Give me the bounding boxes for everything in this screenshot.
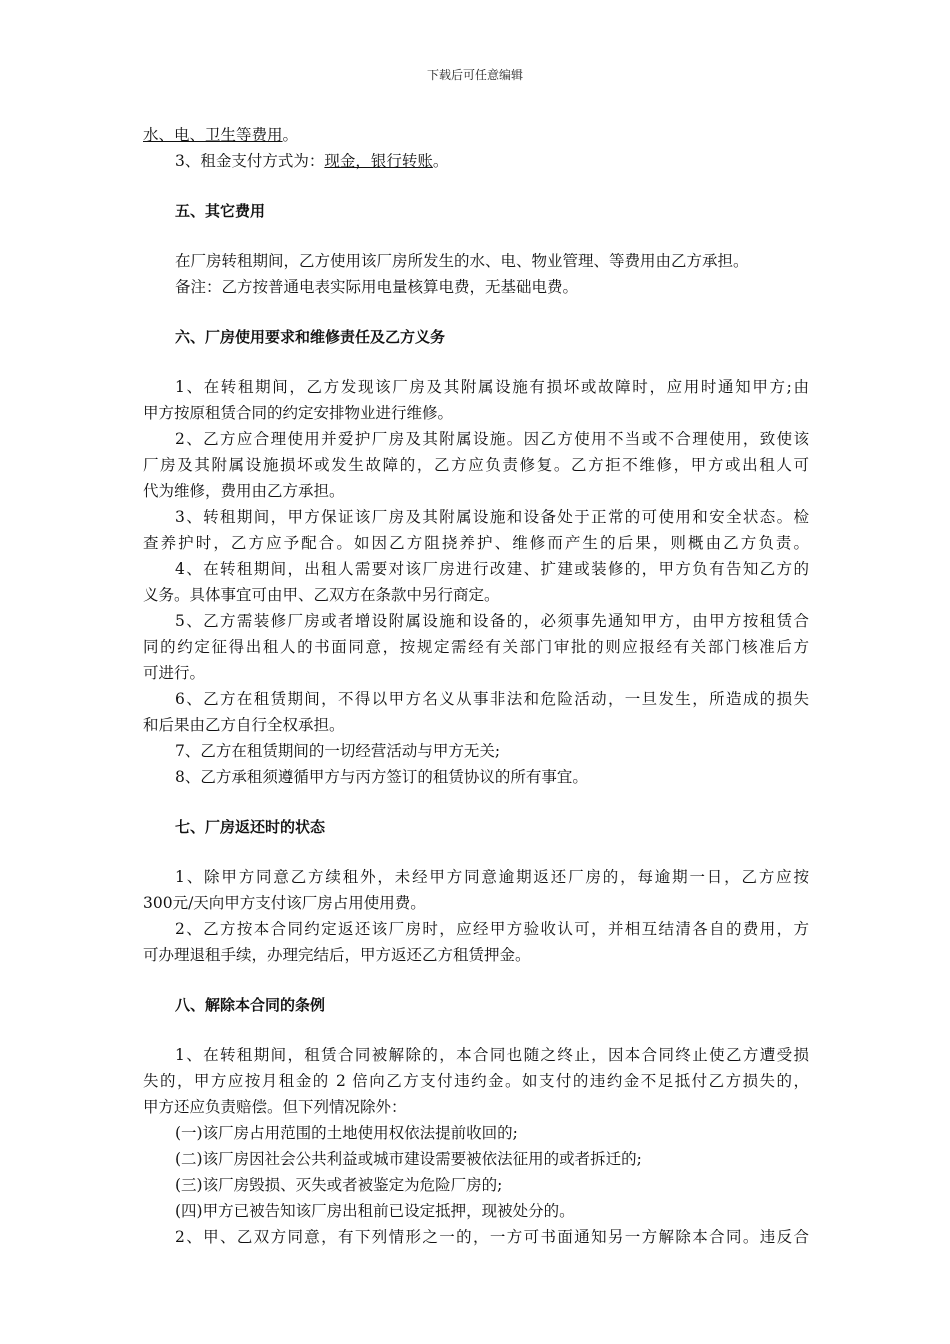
section-7-item-1: 1、除甲方同意乙方续租外，未经甲方同意逾期返还厂房的，每逾期一日，乙方应按 — [175, 868, 809, 886]
exception-4: (四)甲方已被告知该厂房出租前已设定抵押，现被处分的。 — [175, 1202, 575, 1220]
section-8-item-2: 2、甲、乙双方同意，有下列情形之一的，一方可书面通知另一方解除本合同。违反合 — [175, 1228, 809, 1246]
section-5-note: 备注：乙方按普通电表实际用电量核算电费，无基础电费。 — [175, 278, 579, 296]
section-8-item-1: 1、在转租期间，租赁合同被解除的，本合同也随之终止，因本合同终止使乙方遭受损 — [175, 1046, 809, 1064]
section-6-item-8: 8、乙方承租须遵循甲方与丙方签订的租赁协议的所有事宜。 — [175, 768, 588, 786]
section-5-para-1: 在厂房转租期间，乙方使用该厂房所发生的水、电、物业管理、等费用由乙方承担。 — [175, 252, 749, 270]
document-body: 水、电、卫生等费用。 3、租金支付方式为：现金，银行转账。 五、其它费用 在厂房转租期间，乙方使用该厂房所发生的水、电、物业管理、等费用由乙方承担。 备注：乙方按普通电表实际用电量核算电费，无基础电费。 六、厂房使用要求和维修责任及乙方义务 1、在转租期间，乙方发现该厂房及其附属设施有损坏或故障时，应用时通知甲方;由 甲方按原租赁合同的约定安排物业进行维修。 2、乙方应合理使用并爱护厂房及其附属设施。因乙方使用不当或不合理使用，致使该 厂房及其附属设施损坏或发生故障的，乙方应负责修复。乙方拒不维修，甲方或出租人可 代为维修，费用由乙方承担。 3、转租期间，甲方保证该厂房及其附属设施和设备处于正常的可使用和安全状态。检 查养护时，乙方应予配合。如因乙方阻挠养护、维修而产生的后果，则概由乙方负责。 4、在转租期间，出租人需要对该厂房进行改建、扩建或装修的，甲方负有告知乙方的 义务。具体事宜可由甲、乙双方在条款中另行商定。 5、乙方需装修厂房或者增设附属设施和设备的，必须事先通知甲方，由甲方按租赁合 同的约定征得出租人的书面同意，按规定需经有关部门审批的则应报经有关部门核准后方 可进行。 6、乙方在租赁期间，不得以甲方名义从事非法和危险活动，一旦发生，所造成的损失 和后果由乙方自行全权承担。 7、乙方在租赁期间的一切经营活动与甲方无关; 8、乙方承租须遵循甲方与丙方签订的租赁协议的所有事宜。 七、厂房返还时的状态 1、除甲方同意乙方续租外，未经甲方同意逾期返还厂房的，每逾期一日，乙方应按 300元/天向甲方支付该厂房占用使用费。 2、乙方按本合同约定返还该厂房时，应经甲方验收认可，并相互结清各自的费用，方 可办理退租手续，办理完结后，甲方返还乙方租赁押金。 八、解除本合同的条例 1、在转租期间，租赁合同被解除的，本合同也随之终止，因本合同终止使乙方遭受损 失的，甲方应按月租金的 2 倍向乙方支付违约金。如支付的违约金不足抵付乙方损失的， 甲方还应负责赔偿。但下列情况除外： (一)该厂房占用范围的土地使用权依法提前收回的; (二)该厂房因社会公共利益或城市建设需要被依法征用的或者拆迁的; (三)该厂房毁损、灭失或者被鉴定为危险厂房的; (四)甲方已被告知该厂房出租前已设定抵押，现被处分的。 2、甲、乙双方同意，有下列情形之一的，一方可书面通知另一方解除本合同。违反合 — [143, 122, 809, 1250]
section-4-continuation: 水、电、卫生等费用。 — [143, 126, 299, 144]
section-7-title: 七、厂房返还时的状态 — [175, 818, 326, 836]
section-7-item-2: 2、乙方按本合同约定返还该厂房时，应经甲方验收认可，并相互结清各自的费用，方 — [175, 920, 809, 938]
exception-2: (二)该厂房因社会公共利益或城市建设需要被依法征用的或者拆迁的; — [175, 1150, 642, 1168]
payment-method-line: 3、租金支付方式为：现金，银行转账。 — [175, 152, 449, 170]
page-header: 下载后可任意编辑 — [426, 68, 523, 82]
exception-3: (三)该厂房毁损、灭失或者被鉴定为危险厂房的; — [175, 1176, 503, 1194]
section-6-item-2: 2、乙方应合理使用并爱护厂房及其附属设施。因乙方使用不当或不合理使用，致使该 — [175, 430, 809, 448]
section-6-item-6: 6、乙方在租赁期间，不得以甲方名义从事非法和危险活动，一旦发生，所造成的损失 — [175, 690, 809, 708]
section-6-item-7: 7、乙方在租赁期间的一切经营活动与甲方无关; — [175, 742, 501, 760]
fees-underlined: 水、电、卫生等费用 — [143, 126, 283, 144]
section-8-title: 八、解除本合同的条例 — [175, 996, 326, 1014]
section-6-title: 六、厂房使用要求和维修责任及乙方义务 — [175, 328, 446, 346]
exception-1: (一)该厂房占用范围的土地使用权依法提前收回的; — [175, 1124, 518, 1142]
section-6-item-1: 1、在转租期间，乙方发现该厂房及其附属设施有损坏或故障时，应用时通知甲方;由 — [175, 378, 809, 396]
section-6-item-3: 3、转租期间，甲方保证该厂房及其附属设施和设备处于正常的可使用和安全状态。检 — [175, 508, 809, 526]
section-5-title: 五、其它费用 — [175, 202, 266, 220]
section-6-item-4: 4、在转租期间，出租人需要对该厂房进行改建、扩建或装修的，甲方负有告知乙方的 — [175, 560, 809, 578]
section-6-item-5: 5、乙方需装修厂房或者增设附属设施和设备的，必须事先通知甲方，由甲方按租赁合 — [175, 612, 809, 630]
payment-method-value: 现金，银行转账 — [324, 152, 433, 170]
